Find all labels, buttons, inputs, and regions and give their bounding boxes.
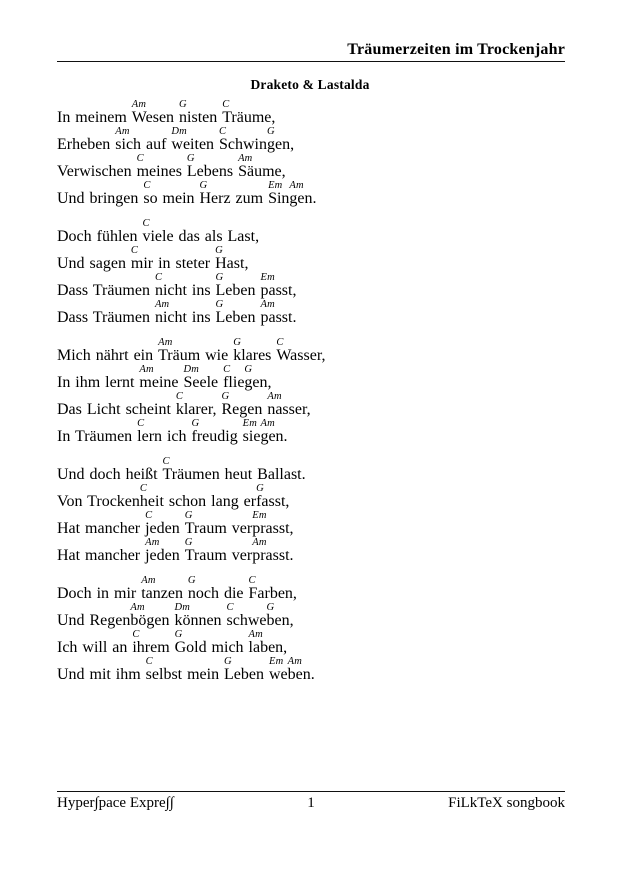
footer-left-text: Hyper∫pace Expre∫∫ — [57, 795, 174, 811]
lyric-segment — [57, 656, 146, 683]
chord-label: Em — [260, 272, 275, 283]
chord-label: C — [132, 629, 140, 640]
chorded-segment — [267, 126, 294, 153]
lyric-segment — [57, 575, 141, 602]
chord-label: Am — [248, 629, 263, 640]
chorded-segment — [276, 337, 325, 364]
chorded-segment — [249, 575, 297, 602]
lyric-text: Lebens — [186, 163, 239, 180]
verse — [57, 456, 590, 564]
lyric-segment — [57, 364, 139, 391]
song-title: Draketo & Lastalda — [250, 77, 370, 92]
lyric-segment — [57, 153, 137, 180]
chord-label: C — [175, 391, 184, 402]
lyric-segment — [57, 510, 145, 537]
lyric-text: flie — [223, 374, 245, 391]
lyric-segment — [57, 126, 115, 153]
song-line — [57, 299, 590, 326]
chorded-segment — [269, 656, 288, 683]
lyric-text: viele das als Last, — [142, 228, 260, 245]
lyric-text: Träumen heut Ballast. — [162, 466, 306, 483]
lyric-text: mir in steter — [130, 255, 216, 272]
chorded-segment — [188, 575, 249, 602]
song-line — [57, 126, 590, 153]
chord-label: Am — [252, 537, 267, 548]
chorded-segment — [260, 272, 296, 299]
chord-label: C — [226, 602, 234, 613]
chord-label: G — [233, 337, 241, 348]
chorded-segment — [260, 299, 296, 326]
lyric-text: In Träumen — [57, 428, 138, 445]
lyric-text: Herz zum — [199, 190, 269, 207]
page-header — [57, 42, 565, 62]
chorded-segment — [227, 602, 267, 629]
song-line — [57, 337, 590, 364]
chord-label: G — [191, 418, 200, 429]
lyric-text: können — [174, 612, 227, 629]
chord-label: G — [215, 272, 224, 283]
chorded-segment — [132, 99, 179, 126]
chord-label: Am — [260, 418, 275, 429]
chorded-segment — [179, 99, 222, 126]
lyric-text: Das Licht scheint — [57, 401, 176, 418]
lyric-text: gen, — [244, 374, 272, 391]
chord-label: G — [179, 99, 187, 110]
lyric-text: ben, — [266, 612, 294, 629]
lyric-text: Von Trocken — [57, 493, 140, 510]
chord-label: C — [145, 510, 153, 521]
lyric-text: so mein — [143, 190, 200, 207]
lyric-text: Sin — [268, 190, 290, 207]
chord-label: G — [256, 483, 264, 494]
chord-label: C — [142, 218, 150, 229]
lyric-text: prasst, — [252, 520, 294, 537]
verse — [57, 218, 590, 326]
chord-label: Am — [139, 364, 154, 375]
chord-label: G — [266, 602, 275, 613]
chorded-segment — [216, 272, 261, 299]
chorded-segment — [288, 656, 315, 683]
lyric-text: meines — [136, 163, 187, 180]
page-number: 1 — [307, 795, 315, 811]
chord-label: C — [276, 337, 284, 348]
chorded-segment — [155, 272, 216, 299]
song-line — [57, 99, 590, 126]
chord-label: Am — [289, 180, 304, 191]
lyric-text: prasst. — [252, 547, 294, 564]
song-line — [57, 180, 590, 207]
lyric-text: Traum ver — [184, 520, 253, 537]
chorded-segment — [256, 483, 289, 510]
lyric-text: Und bringen — [57, 190, 144, 207]
lyric-text: Dass Träumen — [57, 282, 155, 299]
chorded-segment — [175, 629, 249, 656]
chord-label: Em — [252, 510, 267, 521]
chord-label: C — [145, 656, 153, 667]
chorded-segment — [185, 510, 252, 537]
chorded-segment — [137, 418, 191, 445]
chorded-segment — [252, 510, 293, 537]
song-line — [57, 418, 590, 445]
chord-label: G — [184, 510, 193, 521]
lyric-segment — [57, 272, 155, 299]
page-footer — [57, 791, 565, 811]
chord-label: Am — [131, 99, 147, 110]
chorded-segment — [268, 180, 289, 207]
song-line — [57, 218, 590, 245]
lyric-text: Mich nährt ein — [57, 347, 159, 364]
lyric-text: klarer, — [175, 401, 222, 418]
lyric-text: Hat mancher — [57, 520, 146, 537]
lyric-text: sich auf — [115, 136, 172, 153]
verse — [57, 575, 590, 683]
chorded-segment — [221, 391, 267, 418]
chorded-segment — [216, 299, 261, 326]
lyric-text: jeden — [145, 520, 185, 537]
chord-label: Am — [141, 575, 156, 586]
chord-label: C — [162, 456, 170, 467]
lyric-text: tanzen — [141, 585, 188, 602]
lyric-text: gen, — [267, 136, 295, 153]
lyric-text: nasser, — [267, 401, 311, 418]
lyric-text: Und doch heißt — [57, 466, 163, 483]
chorded-segment — [145, 510, 185, 537]
chord-label: C — [219, 126, 227, 137]
chorded-segment — [224, 656, 269, 683]
lyric-text: Wesen — [131, 109, 180, 126]
chorded-segment — [192, 418, 243, 445]
lyric-text: Leben — [224, 666, 269, 683]
lyric-segment — [57, 180, 143, 207]
chorded-segment — [267, 602, 294, 629]
song-line — [57, 364, 590, 391]
verse — [57, 337, 590, 445]
song-line — [57, 510, 590, 537]
lyric-text: nicht ins — [154, 309, 216, 326]
chord-label: C — [143, 180, 151, 191]
song-line — [57, 391, 590, 418]
chorded-segment — [238, 153, 286, 180]
lyric-text: Hat mancher — [57, 547, 146, 564]
lyric-text: Wasser, — [276, 347, 326, 364]
lyric-text: Hast, — [215, 255, 249, 272]
lyric-segment — [57, 602, 130, 629]
chord-label: Em — [242, 418, 258, 429]
lyric-segment — [57, 537, 145, 564]
chord-label: G — [215, 245, 223, 256]
chorded-segment — [142, 218, 259, 245]
lyric-text: Farben, — [248, 585, 297, 602]
chorded-segment — [141, 575, 188, 602]
lyric-text: Träume, — [222, 109, 276, 126]
chord-label: G — [186, 153, 195, 164]
lyric-text: Und sagen — [57, 255, 131, 272]
chord-label: Am — [158, 337, 173, 348]
lyric-text: schwe — [226, 612, 267, 629]
lyric-text: freudig — [191, 428, 243, 445]
lyric-text: gen. — [289, 190, 317, 207]
lyric-text: jeden — [145, 547, 185, 564]
lyric-text: Und Regen — [57, 612, 131, 629]
lyric-segment — [57, 99, 132, 126]
chorded-segment — [176, 391, 222, 418]
lyric-segment — [57, 391, 176, 418]
chord-label: G — [224, 656, 232, 667]
chord-label: G — [184, 537, 193, 548]
chord-label: C — [130, 245, 139, 256]
chord-label: Am — [130, 602, 145, 613]
lyric-text: Und mit ihm — [57, 666, 146, 683]
song-line — [57, 483, 590, 510]
chord-label: Em — [268, 180, 283, 191]
lyric-text: ihrem — [132, 639, 175, 656]
chorded-segment — [146, 656, 224, 683]
lyric-text: Doch in mir — [57, 585, 142, 602]
lyric-segment — [57, 245, 131, 272]
chord-label: G — [199, 180, 208, 191]
lyric-text: noch die — [187, 585, 249, 602]
song-line — [57, 245, 590, 272]
chord-label: C — [137, 418, 145, 429]
lyric-text: Verwischen — [57, 163, 137, 180]
lyric-text: In ihm lernt — [57, 374, 140, 391]
chorded-segment — [200, 180, 269, 207]
chorded-segment — [289, 180, 316, 207]
chorded-segment — [171, 126, 219, 153]
lyric-text: Dass Träumen — [57, 309, 155, 326]
chorded-segment — [130, 602, 174, 629]
chord-label: Am — [145, 537, 160, 548]
chorded-segment — [132, 629, 174, 656]
chord-label: C — [222, 99, 230, 110]
chorded-segment — [252, 537, 293, 564]
lyric-text: In meinem — [57, 109, 132, 126]
lyric-segment — [57, 629, 132, 656]
chorded-segment — [260, 418, 287, 445]
lyric-segment — [57, 337, 158, 364]
chord-label: Am — [287, 656, 303, 667]
lyric-text: klares — [233, 347, 277, 364]
chorded-segment — [145, 537, 185, 564]
lyric-text: we — [268, 666, 288, 683]
chord-label: C — [223, 364, 231, 375]
lyric-text: heit schon lang er — [139, 493, 257, 510]
chorded-segment — [187, 153, 238, 180]
chorded-segment — [183, 364, 223, 391]
chord-label: C — [139, 483, 148, 494]
song-line — [57, 629, 590, 656]
chord-label: G — [267, 126, 275, 137]
chorded-segment — [233, 337, 276, 364]
song-body — [57, 99, 590, 694]
lyric-text: Leben — [215, 309, 261, 326]
chorded-segment — [143, 180, 199, 207]
lyric-text: nicht ins — [154, 282, 216, 299]
lyric-text: Doch fühlen — [57, 228, 143, 245]
chord-label: C — [136, 153, 144, 164]
lyric-text: weiten — [171, 136, 219, 153]
chorded-segment — [158, 337, 233, 364]
song-line — [57, 656, 590, 683]
chorded-segment — [140, 483, 256, 510]
chord-label: Am — [260, 299, 275, 310]
chord-label: Am — [154, 299, 170, 310]
chord-label: Dm — [171, 126, 187, 137]
lyric-text: Leben — [215, 282, 261, 299]
chorded-segment — [163, 456, 306, 483]
chorded-segment — [267, 391, 310, 418]
lyric-segment — [57, 218, 142, 245]
chorded-segment — [223, 364, 244, 391]
chorded-segment — [139, 364, 183, 391]
chorded-segment — [244, 364, 271, 391]
lyric-text: Erheben — [57, 136, 116, 153]
chorded-segment — [115, 126, 171, 153]
chord-label: Am — [267, 391, 282, 402]
lyric-text: laben, — [248, 639, 288, 656]
lyric-segment — [57, 456, 163, 483]
song-line — [57, 537, 590, 564]
chord-label: Am — [238, 153, 253, 164]
lyric-text: lern ich — [137, 428, 192, 445]
song-line — [57, 575, 590, 602]
chorded-segment — [243, 418, 261, 445]
chorded-segment — [131, 245, 215, 272]
running-head-text: Träumerzeiten im Trockenjahr — [347, 41, 565, 58]
chorded-segment — [174, 602, 226, 629]
chorded-segment — [219, 126, 267, 153]
lyric-text: Gold mich — [174, 639, 249, 656]
lyric-text: Traum ver — [184, 547, 253, 564]
chord-label: Dm — [174, 602, 191, 613]
lyric-text: Träum wie — [158, 347, 234, 364]
chord-label: G — [244, 364, 253, 375]
chord-label: Em — [268, 656, 284, 667]
lyric-segment — [57, 418, 137, 445]
chorded-segment — [215, 245, 248, 272]
song-line — [57, 272, 590, 299]
chord-label: G — [215, 299, 224, 310]
chord-label: G — [187, 575, 196, 586]
lyric-text: selbst mein — [145, 666, 225, 683]
lyric-text: fasst, — [256, 493, 290, 510]
chorded-segment — [249, 629, 288, 656]
lyric-segment — [57, 483, 140, 510]
chorded-segment — [155, 299, 216, 326]
chord-label: C — [248, 575, 256, 586]
lyric-text: bögen — [130, 612, 175, 629]
lyric-text: Ich will an — [57, 639, 133, 656]
lyric-text: passt. — [260, 309, 297, 326]
chord-label: G — [174, 629, 183, 640]
lyric-segment — [57, 299, 155, 326]
lyric-text: Seele — [183, 374, 224, 391]
verse — [57, 99, 590, 207]
chord-label: Am — [115, 126, 130, 137]
lyric-text: ben. — [287, 666, 315, 683]
footer-right-text: FiLkTeX songbook — [448, 795, 565, 811]
chord-label: Dm — [183, 364, 200, 375]
chord-label: G — [221, 391, 230, 402]
lyric-text: Säume, — [238, 163, 286, 180]
lyric-text: sie — [242, 428, 261, 445]
lyric-text: gen. — [260, 428, 288, 445]
chorded-segment — [185, 537, 252, 564]
chorded-segment — [222, 99, 275, 126]
song-line — [57, 602, 590, 629]
lyric-text: meine — [139, 374, 184, 391]
chord-label: C — [154, 272, 163, 283]
song-line — [57, 456, 590, 483]
lyric-text: Regen — [221, 401, 268, 418]
song-line — [57, 153, 590, 180]
lyric-text: nisten — [179, 109, 223, 126]
lyric-text: passt, — [260, 282, 297, 299]
lyric-text: Schwin — [219, 136, 267, 153]
chorded-segment — [137, 153, 187, 180]
